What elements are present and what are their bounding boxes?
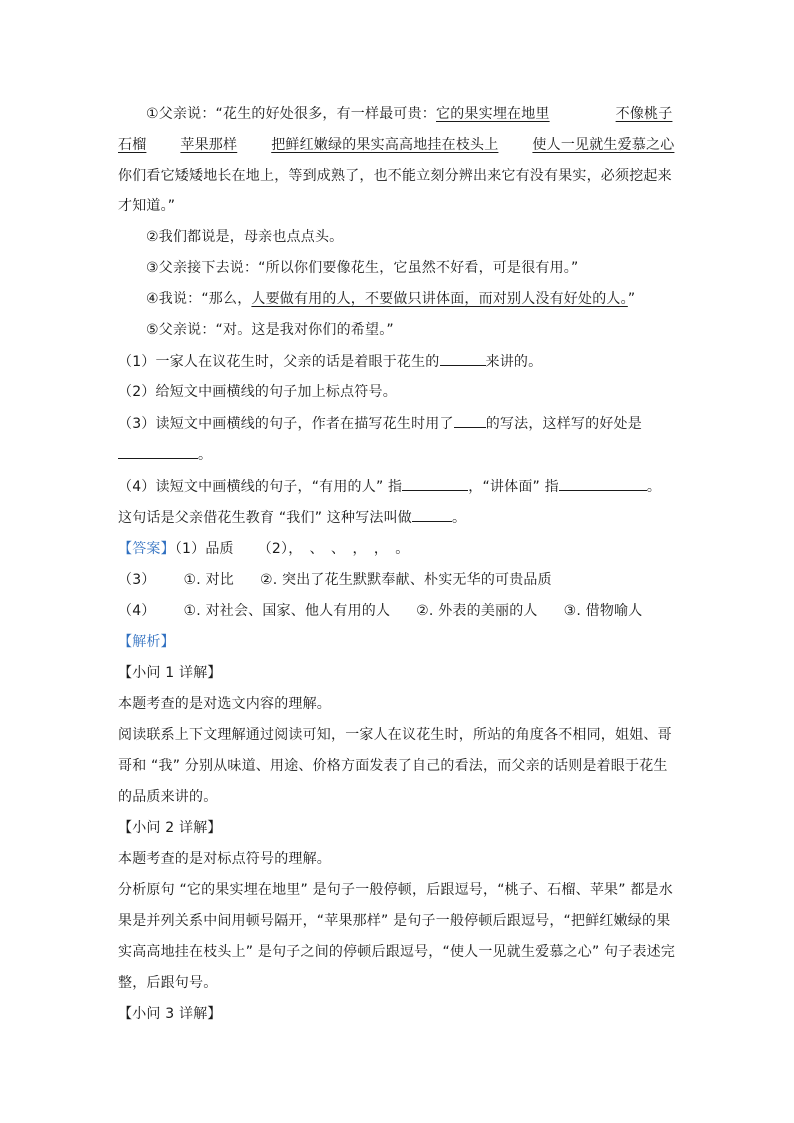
analysis-text: 分析原句 “它的果实埋在地里” 是句子一般停顿，后跟逗号，“桃子、石榴、苹果” 都是水 <box>118 882 673 898</box>
passage-line-2 <box>118 135 678 157</box>
answer-blank[interactable] <box>402 476 468 491</box>
answer-blank[interactable] <box>440 351 486 366</box>
question-3-continued <box>118 444 678 466</box>
underlined-gap <box>498 135 532 155</box>
answer-blank[interactable] <box>454 413 486 428</box>
passage-text: ①父亲说：“花生的好处很多，有一样最可贵： <box>146 106 437 122</box>
section-title: 【小问 3 详解】 <box>118 1006 222 1022</box>
question-text: （1）一家人在议花生时，父亲的话是着眼于花生的 <box>118 354 440 370</box>
analysis-text: 实高高地挂在枝头上” 是句子之间的停顿后跟逗号，“使人一见就生爱慕之心” 句子表述完 <box>118 944 676 960</box>
section-title: 【小问 1 详解】 <box>118 665 222 681</box>
underlined-sentence-part: 石榴 <box>118 137 147 153</box>
analysis-text: 的品质来讲的。 <box>118 789 218 805</box>
question-text: ，“讲体面” 指 <box>468 479 559 495</box>
answer-blank[interactable] <box>559 476 647 491</box>
question-text: 来讲的。 <box>485 354 543 370</box>
analysis-text: 本题考查的是对标点符号的理解。 <box>118 851 331 867</box>
answer-blank[interactable] <box>118 444 198 459</box>
analysis-text: 果是并列关系中间用顿号隔开，“苹果那样” 是句子一般停顿后跟逗号，“把鲜红嫩绿的果 <box>118 913 671 929</box>
question-2: （2）给短文中画横线的句子加上标点符号。 <box>118 384 397 400</box>
analysis-text: 哥和 “我” 分别从味道、用途、价格方面发表了自己的看法，而父亲的话则是着眼于花生 <box>118 758 668 774</box>
answer-line-1 <box>118 539 678 561</box>
passage-line-3: 你们看它矮矮地长在地上，等到成熟了，也不能立刻分辨出来它有没有果实，必须挖起来 <box>118 168 672 184</box>
passage-paragraph-1 <box>146 104 678 126</box>
passage-line-4: 才知道。” <box>118 198 176 214</box>
answer-item: ③. 借物喻人 <box>563 603 643 619</box>
question-4 <box>118 476 678 498</box>
underlined-gap <box>146 135 180 155</box>
underlined-sentence-part: 使人一见就生爱慕之心 <box>532 137 675 153</box>
answer-item: （1）品质 <box>174 541 234 557</box>
question-text: 。 <box>198 447 213 463</box>
passage-paragraph-5: ⑤父亲说：“对。这是我对你们的希望。” <box>146 322 394 338</box>
question-text: 这句话是父亲借花生教育 “我们” 这种写法叫做 <box>118 510 413 526</box>
answer-item: ②. 突出了花生默默奉献、朴实无华的可贵品质 <box>259 572 552 588</box>
analysis-label: 【解析】 <box>118 634 175 650</box>
question-text: （3）读短文中画横线的句子，作者在描写花生时用了 <box>118 416 454 432</box>
answer-number: （4） <box>118 603 156 619</box>
question-4-continued <box>118 507 678 529</box>
answer-line-4 <box>118 601 678 623</box>
answer-item: ②. 外表的美丽的人 <box>416 603 538 619</box>
answer-label: 【答案】 <box>118 541 175 557</box>
underlined-sentence-part: 它的果实埋在地里 <box>436 106 550 122</box>
answer-number: （3） <box>118 572 156 588</box>
analysis-text: 阅读联系上下文理解通过阅读可知，一家人在议花生时，所站的角度各不相同，姐姐、哥 <box>118 727 672 743</box>
passage-paragraph-4 <box>146 289 678 311</box>
analysis-text: 整，后跟句号。 <box>118 975 218 991</box>
underlined-sentence-part: 不像桃子 <box>615 106 673 122</box>
underlined-gap <box>550 104 616 124</box>
underlined-sentence: 人要做有用的人，不要做只讲体面，而对别人没有好处的人。 <box>251 291 628 307</box>
question-3 <box>118 413 678 435</box>
passage-paragraph-2: ②我们都说是，母亲也点点头。 <box>146 229 344 245</box>
section-title: 【小问 2 详解】 <box>118 820 222 836</box>
answer-blank[interactable] <box>412 507 452 522</box>
question-text: 。 <box>452 510 467 526</box>
passage-text: ” <box>627 291 636 307</box>
underlined-sentence-part: 苹果那样 <box>180 137 238 153</box>
question-text: 的写法，这样写的好处是 <box>485 416 642 432</box>
underlined-sentence-part: 把鲜红嫩绿的果实高高地挂在枝头上 <box>271 137 499 153</box>
answer-item: ①. 对比 <box>183 572 234 588</box>
answer-item: ①. 对社会、国家、他人有用的人 <box>183 603 391 619</box>
underlined-gap <box>237 135 271 155</box>
question-1 <box>118 351 678 373</box>
question-text: （4）读短文中画横线的句子，“有用的人” 指 <box>118 479 403 495</box>
answer-item: （2）， 、 、 ， ， 。 <box>257 541 410 557</box>
passage-paragraph-3: ③父亲接下去说：“所以你们要像花生，它虽然不好看，可是很有用。” <box>146 260 579 276</box>
analysis-text: 本题考查的是对选文内容的理解。 <box>118 696 331 712</box>
answer-line-3 <box>118 570 678 592</box>
question-text: 。 <box>646 479 662 495</box>
passage-text: ④我说：“那么， <box>146 291 252 307</box>
